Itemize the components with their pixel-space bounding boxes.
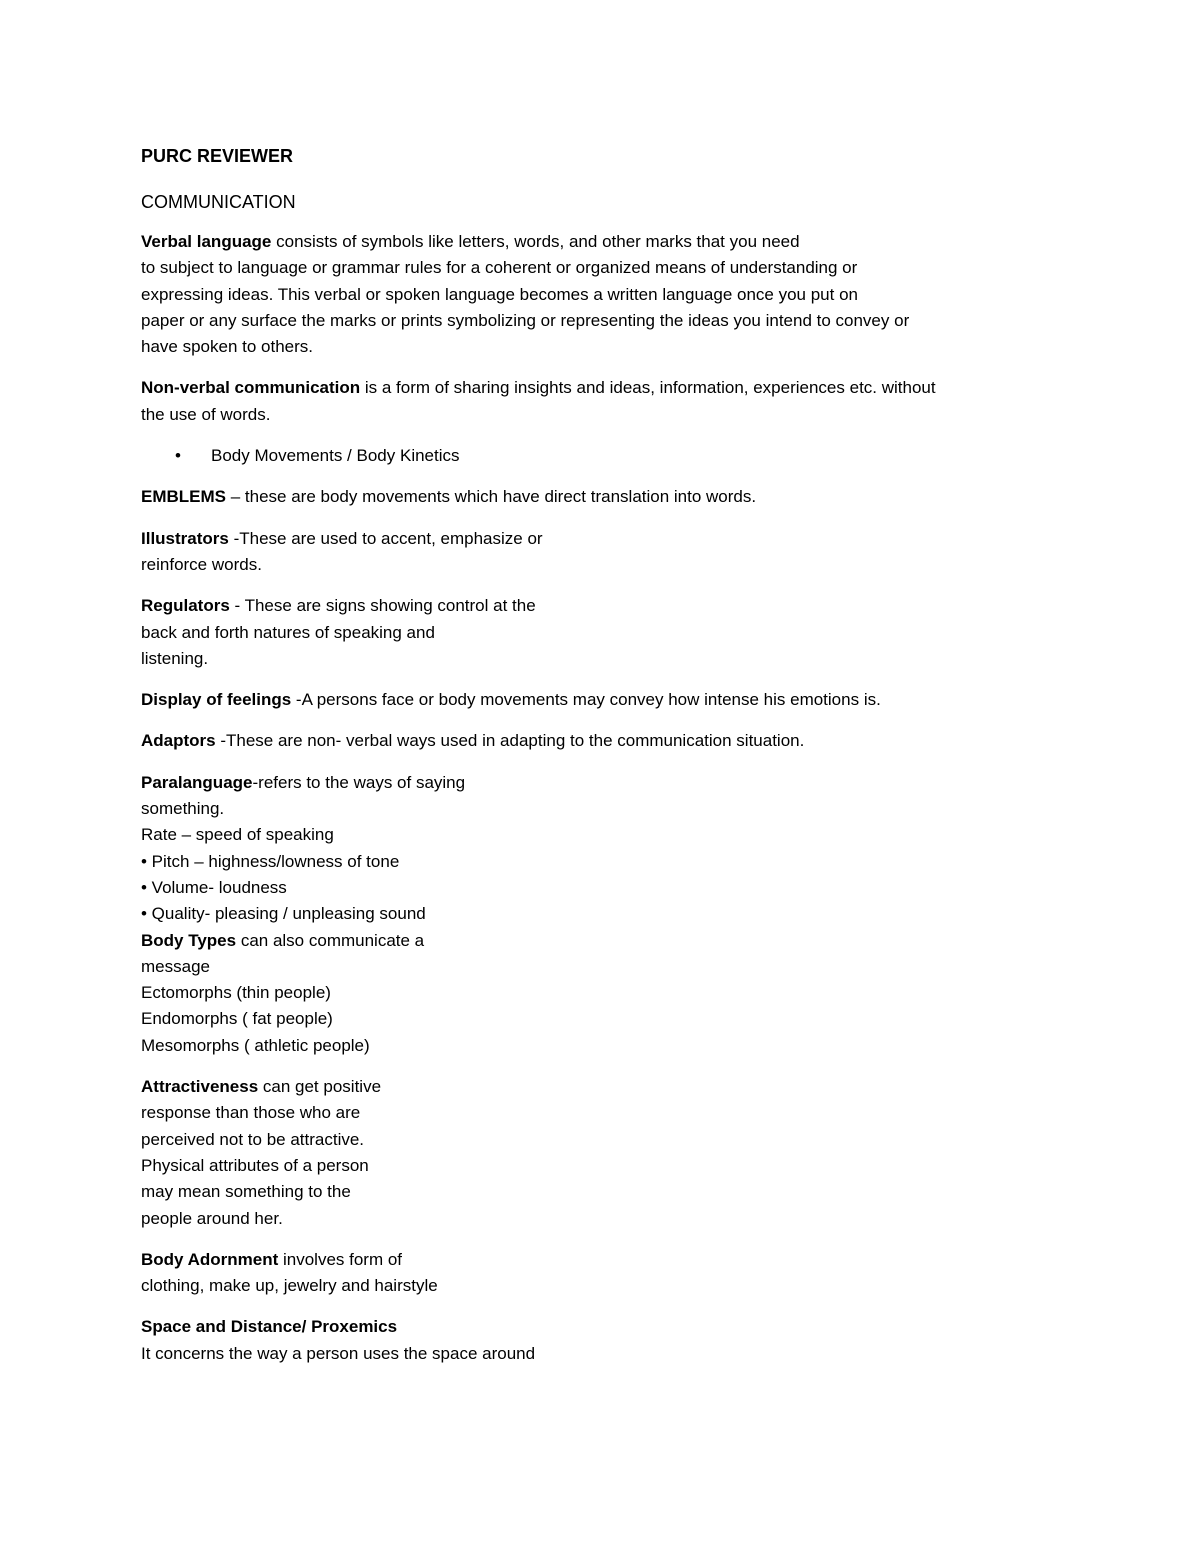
text-line: – these are body movements which have direct translation into words. [226, 487, 757, 507]
text-line: have spoken to others. [141, 337, 314, 357]
paragraph-illustrators [141, 526, 1071, 579]
bullet-icon: • [175, 446, 181, 466]
term-display-of-feelings: Display of feelings [141, 690, 292, 710]
text-line: message [141, 956, 210, 976]
bullet-list-item [141, 443, 1071, 469]
term-non-verbal: Non-verbal communication [141, 378, 361, 398]
text-line: It concerns the way a person uses the space around [141, 1343, 536, 1363]
text-line: reinforce words. [141, 554, 262, 574]
term-verbal-language: Verbal language [141, 232, 272, 251]
paragraph-verbal-language [141, 229, 1071, 360]
term-regulators: Regulators [141, 596, 230, 616]
text-line: consists of symbols like letters, words, and other marks that you need [271, 232, 800, 251]
text-line: clothing, make up, jewelry and hairstyle [141, 1276, 438, 1296]
text-line: expressing ideas. This verbal or spoken language becomes a written language once you put on [141, 284, 858, 304]
text-line: Physical attributes of a person [141, 1155, 369, 1175]
text-line: -A persons face or body movements may convey how intense his emotions is. [291, 690, 881, 710]
paragraph-regulators [141, 593, 1071, 672]
text-line: Mesomorphs ( athletic people) [141, 1035, 370, 1055]
section-heading: COMMUNICATION [141, 192, 296, 212]
document-body [141, 143, 1071, 1382]
term-body-adornment: Body Adornment [141, 1249, 279, 1269]
term-illustrators: Illustrators [141, 528, 229, 548]
paragraph-paralanguage [141, 770, 1071, 928]
text-line: people around her. [141, 1208, 283, 1228]
paragraph-space-and-distance [141, 1314, 1071, 1367]
text-line: is a form of sharing insights and ideas, information, experiences etc. without [360, 378, 936, 398]
text-line: the use of words. [141, 404, 271, 424]
text-line: Endomorphs ( fat people) [141, 1009, 333, 1029]
paragraph-display-of-feelings [141, 687, 1071, 713]
text-line: Ectomorphs (thin people) [141, 983, 331, 1003]
term-paralanguage: Paralanguage [141, 772, 253, 792]
text-line: can get positive [258, 1077, 382, 1097]
text-line: back and forth natures of speaking and [141, 622, 435, 642]
term-attractiveness: Attractiveness [141, 1077, 259, 1097]
paragraph-attractiveness [141, 1074, 1071, 1232]
term-body-types: Body Types [141, 930, 237, 950]
text-line: • Quality- pleasing / unpleasing sound [141, 904, 426, 924]
text-line: to subject to language or grammar rules for a coherent or organized means of understanding or [141, 258, 858, 278]
term-adaptors: Adaptors [141, 731, 216, 751]
text-line: response than those who are [141, 1103, 361, 1123]
paragraph-body-adornment [141, 1247, 1071, 1300]
text-line: • Pitch – highness/lowness of tone [141, 851, 400, 871]
text-line: perceived not to be attractive. [141, 1129, 365, 1149]
text-line: -These are used to accent, emphasize or [228, 528, 543, 548]
text-line: -These are non- verbal ways used in adapting to the communication situation. [215, 731, 805, 751]
text-line: something. [141, 799, 225, 819]
paragraph-body-types [141, 928, 1071, 1059]
paragraph-adaptors [141, 728, 1071, 754]
text-line: Rate – speed of speaking [141, 825, 334, 845]
term-space-and-distance: Space and Distance/ Proxemics [141, 1317, 398, 1337]
page-title: PURC REVIEWER [141, 146, 294, 166]
text-line: involves form of [278, 1249, 403, 1269]
text-line: • Volume- loudness [141, 877, 287, 897]
text-line: -refers to the ways of saying [252, 772, 466, 792]
bullet-text: Body Movements / Body Kinetics [211, 446, 460, 466]
text-line: may mean something to the [141, 1182, 351, 1202]
paragraph-non-verbal [141, 375, 1071, 428]
text-line: can also communicate a [236, 930, 425, 950]
text-line: listening. [141, 648, 209, 668]
text-line: paper or any surface the marks or prints symbolizing or representing the ideas you intend to convey or [141, 310, 910, 330]
term-emblems: EMBLEMS [141, 487, 226, 507]
text-line: - These are signs showing control at the [229, 596, 536, 616]
paragraph-emblems [141, 484, 1071, 510]
